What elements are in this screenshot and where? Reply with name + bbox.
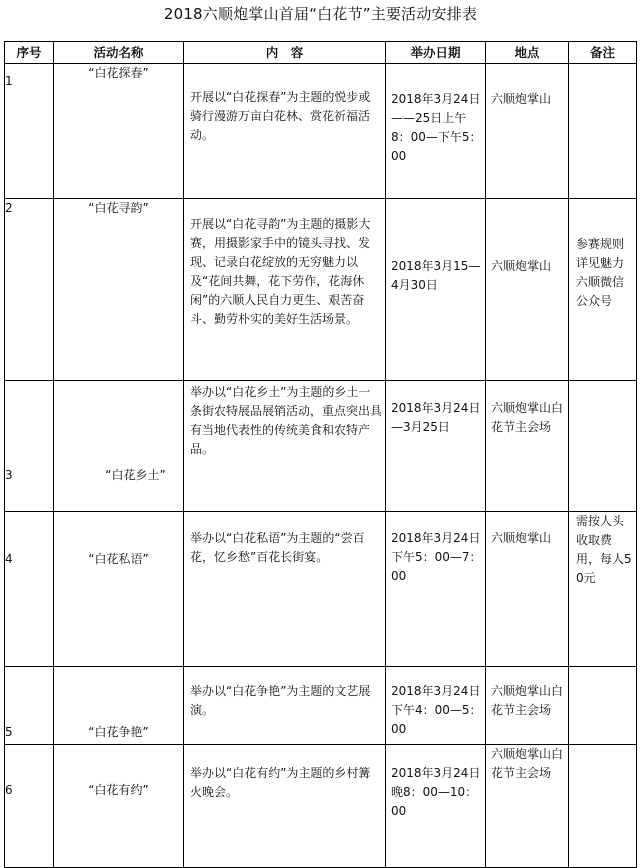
activity-date: 2018年3月24日下午4：00—5：00 <box>391 684 482 736</box>
activity-note-cell <box>569 745 637 868</box>
activity-date-cell <box>386 667 486 745</box>
activity-note-cell <box>569 381 637 512</box>
activity-name: “白花有约” <box>54 745 184 868</box>
table-row <box>5 199 637 381</box>
activity-date: 2018年3月24日—3月25日 <box>391 401 481 434</box>
activity-note: 需按人头收取费用，每人50元 <box>576 514 632 585</box>
activity-content: 开展以“白花探春”为主题的悦步或骑行漫游万亩白花林、赏花祈福活动。 <box>190 90 371 142</box>
activity-content: 举办以“白花私语”为主题的“尝百花，忆乡愁”百花长街宴。 <box>190 531 365 564</box>
row-index: 5 <box>5 667 54 745</box>
activity-date-cell <box>386 745 486 868</box>
activity-place: 六顺炮掌山白花节主会场 <box>491 684 564 717</box>
activity-place: 六顺炮掌山 <box>491 531 552 545</box>
header-content: 内 容 <box>184 42 386 64</box>
table-row <box>5 512 637 667</box>
activity-content-cell <box>184 512 386 667</box>
activity-content-cell <box>184 745 386 868</box>
activity-place-cell <box>486 381 569 512</box>
activity-place: 六顺炮掌山白花节主会场 <box>491 401 564 434</box>
activity-note-cell <box>569 199 637 381</box>
activity-note-cell <box>569 64 637 199</box>
activity-content-cell <box>184 667 386 745</box>
activity-date: 2018年3月24日晚8：00—10：00 <box>391 766 481 818</box>
activity-date-cell <box>386 199 486 381</box>
activity-place-cell <box>486 199 569 381</box>
header-date: 举办日期 <box>386 42 486 64</box>
activity-content-cell <box>184 381 386 512</box>
activity-name: “白花寻韵” <box>54 199 184 381</box>
activity-content: 开展以“白花寻韵”为主题的摄影大赛，用摄影家手中的镜头寻找、发现、记录白花绽放的无穷魅力以及“花间共舞，花下劳作，花海休闲”的六顺人民自力更生、艰苦奋斗、勤劳朴实的美好生活场景。 <box>190 217 371 326</box>
activity-content: 举办以“白花有约”为主题的乡村篝火晚会。 <box>190 766 371 799</box>
header-index: 序号 <box>5 42 54 64</box>
table-row <box>5 745 637 868</box>
activity-place: 六顺炮掌山 <box>491 259 552 273</box>
activity-date: 2018年3月24日——25日上午8：00—下午5：00 <box>391 92 482 163</box>
activity-place-cell <box>486 745 569 868</box>
activity-place: 六顺炮掌山白花节主会场 <box>491 747 564 780</box>
activity-schedule-table <box>4 41 637 868</box>
table-row <box>5 381 637 512</box>
table-header-row <box>5 42 637 64</box>
activity-name: “白花乡土” <box>54 381 184 512</box>
activity-note-cell <box>569 512 637 667</box>
header-place: 地点 <box>486 42 569 64</box>
activity-date-cell <box>386 64 486 199</box>
activity-name: “白花争艳” <box>54 667 184 745</box>
header-activity-name: 活动名称 <box>54 42 184 64</box>
activity-place-cell <box>486 512 569 667</box>
row-index: 3 <box>5 381 54 512</box>
table-row <box>5 667 637 745</box>
activity-date-cell <box>386 512 486 667</box>
activity-content: 举办以“白花乡土”为主题的乡土一条街农特展品展销活动，重点突出具有当地代表性的传统美食和农特产品。 <box>190 385 383 456</box>
activity-name: “白花私语” <box>54 512 184 667</box>
row-index: 2 <box>5 199 54 381</box>
activity-date: 2018年3月24日下午5：00—7：00 <box>391 531 482 583</box>
table-row <box>5 64 637 199</box>
row-index: 1 <box>5 64 54 199</box>
page-title: 2018六顺炮掌山首届“白花节”主要活动安排表 <box>163 5 478 23</box>
activity-date-cell <box>386 381 486 512</box>
activity-content-cell <box>184 199 386 381</box>
row-index: 4 <box>5 512 54 667</box>
activity-note-cell <box>569 667 637 745</box>
activity-place-cell <box>486 667 569 745</box>
header-note: 备注 <box>569 42 637 64</box>
row-index: 6 <box>5 745 54 868</box>
activity-name: “白花探春” <box>54 64 184 199</box>
activity-note: 参赛规则详见魅力六顺微信公众号 <box>576 237 625 308</box>
activity-date: 2018年3月15—4月30日 <box>391 259 481 292</box>
activity-place-cell <box>486 64 569 199</box>
activity-place: 六顺炮掌山 <box>491 92 552 106</box>
activity-content-cell <box>184 64 386 199</box>
activity-content: 举办以“白花争艳”为主题的文艺展演。 <box>190 684 371 717</box>
